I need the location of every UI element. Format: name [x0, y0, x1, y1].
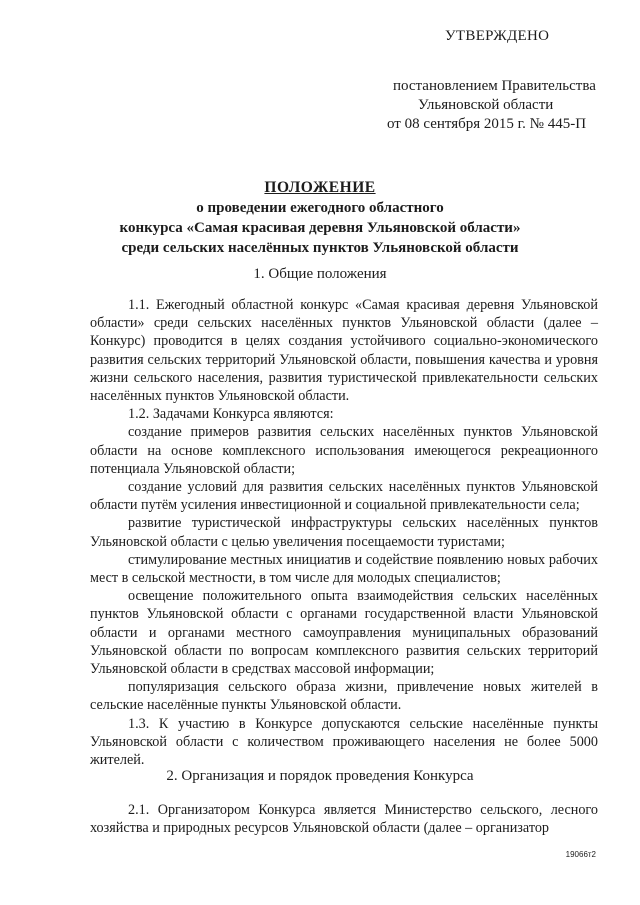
document-heading [0, 178, 640, 258]
paragraph-1-1: 1.1. Ежегодный областной конкурс «Самая красивая деревня Ульяновской области» среди сельских населённых пунктов Ульяновской области (далее – Конкурс) проводится в целях создания устойчивого социально-экономического развития сельских территорий Ульяновской области, повышения качества и уровня жизни сельского населения, развития туристической привлекательности сельских населённых пунктов Ульяновской области. [90, 297, 598, 405]
heading-line-1: о проведении ежегодного областного [196, 200, 444, 216]
task-item-2: создание условий для развития сельских населённых пунктов Ульяновской области путём усиления инвестиционной и социальной привлекательности села; [90, 479, 598, 514]
approval-line-2: Ульяновской области [418, 97, 554, 113]
paragraph-2-1: 2.1. Организатором Конкурса является Министерство сельского, лесного хозяйства и природных ресурсов Ульяновской области (далее – организатор [90, 802, 598, 837]
task-item-3: развитие туристической инфраструктуры сельских населённых пунктов Ульяновской области с целью увеличения посещаемости туристами; [90, 515, 598, 550]
document-title: ПОЛОЖЕНИЕ [264, 179, 376, 196]
paragraph-1-2: 1.2. Задачами Конкурса являются: [128, 406, 334, 423]
section-2-body [90, 801, 598, 837]
section-1-title: 1. Общие положения [253, 266, 387, 282]
task-item-5: освещение положительного опыта взаимодействия сельских населённых пунктов Ульяновской области с органами государственной власти Ульяновской области и органами местного самоуправления муниципальных образований Ульяновской области по вопросам комплексного развития сельских территорий Ульяновской области в средствах массовой информации; [90, 588, 598, 678]
paragraph-1-3: 1.3. К участию в Конкурсе допускаются сельские населённые пункты Ульяновской области с количеством проживающего населения не более 5000 жителей. [90, 715, 598, 769]
heading-line-2: конкурса «Самая красивая деревня Ульяновской области» [119, 220, 521, 236]
approval-stamp: УТВЕРЖДЕНО [445, 28, 550, 44]
approval-line-1: постановлением Правительства [393, 78, 596, 94]
section-2-title: 2. Организация и порядок проведения Конкурса [166, 768, 474, 784]
document-code: 19066т2 [565, 850, 596, 859]
task-item-4: стимулирование местных инициатив и содействие появлению новых рабочих мест в сельской местности, в том числе для молодых специалистов; [90, 551, 598, 587]
task-item-6: популяризация сельского образа жизни, привлечение новых жителей в сельские населённые пункты Ульяновской области. [90, 679, 598, 714]
section-1-body [90, 296, 598, 769]
approval-line-3: от 08 сентября 2015 г. № 445-П [387, 116, 587, 132]
heading-line-3: среди сельских населённых пунктов Ульяновской области [121, 240, 519, 256]
task-item-1: создание примеров развития сельских населённых пунктов Ульяновской области на основе комплексного использования имеющегося рекреационного потенциала Ульяновской области; [90, 424, 598, 477]
